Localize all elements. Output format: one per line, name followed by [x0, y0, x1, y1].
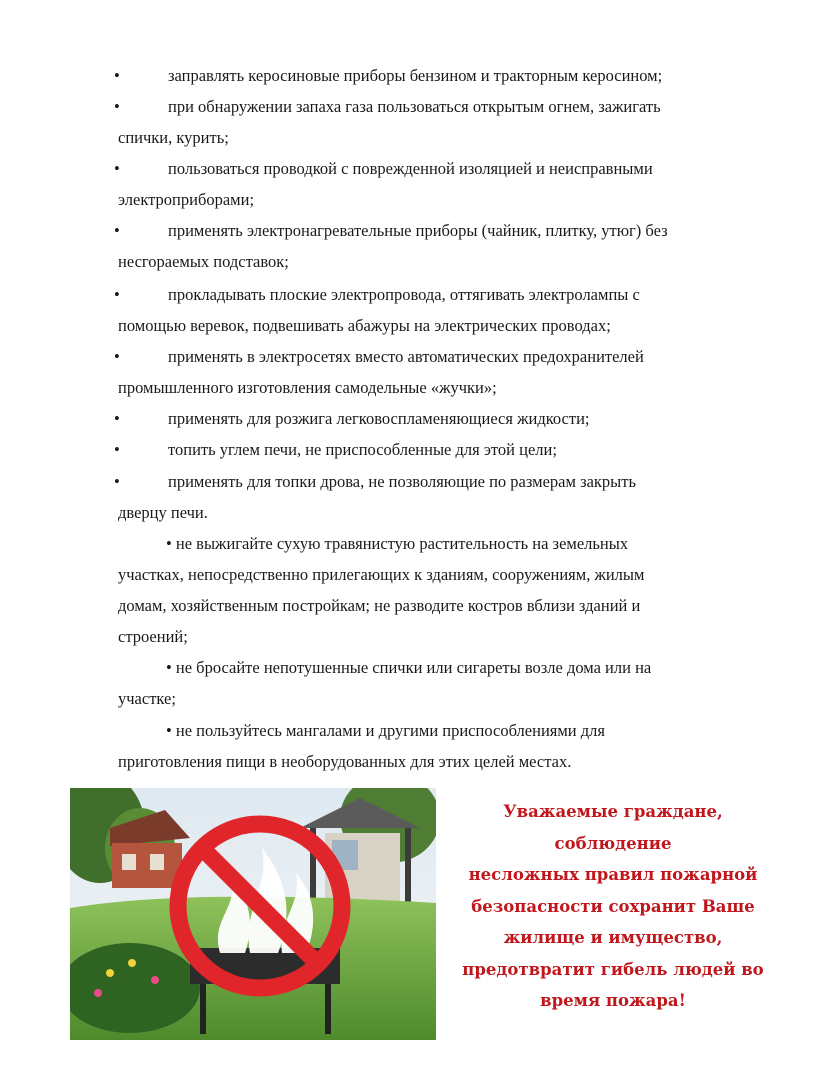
list-item — [114, 466, 770, 528]
list-item — [118, 528, 752, 652]
item-text-cont: участке; — [118, 689, 176, 708]
bullet: • — [114, 347, 120, 366]
notice-line: жилище и имущество, — [503, 928, 723, 947]
list-item — [118, 715, 752, 777]
no-fire-photo — [70, 788, 436, 1040]
bullet: • — [114, 97, 120, 116]
list-item — [114, 434, 770, 465]
list-item — [114, 60, 770, 91]
notice-line: время пожара! — [540, 991, 686, 1010]
item-text-cont: спички, курить; — [118, 128, 229, 147]
item-text: прокладывать плоские электропровода, оттягивать электролампы с — [168, 285, 640, 304]
notice-line: безопасности сохранит Ваше — [471, 896, 755, 916]
notice-line: предотвратит гибель людей во — [462, 959, 764, 979]
no-fire-icon — [70, 788, 436, 1040]
item-text: заправлять керосиновые приборы бензином и тракторным керосином; — [168, 66, 663, 85]
item-text: при обнаружении запаха газа пользоваться открытым огнем, зажигать — [168, 97, 661, 116]
bullet: • — [114, 440, 120, 459]
bullet: • — [114, 159, 120, 178]
item-text-cont: несгораемых подставок; — [118, 252, 289, 271]
list-item — [114, 403, 770, 434]
list-item — [114, 153, 770, 215]
notice-line: несложных правил пожарной — [468, 865, 758, 884]
item-text-cont: электроприборами; — [118, 190, 255, 209]
list-item — [118, 652, 752, 714]
item-text: • не пользуйтесь мангалами и другими приспособлениями для — [166, 721, 605, 740]
item-text-cont: приготовления пищи в необорудованных для этих целей местах. — [118, 752, 572, 771]
bullet: • — [114, 221, 120, 240]
bullet: • — [114, 472, 120, 491]
item-text: применять для топки дрова, не позволяющие по размерам закрыть — [168, 472, 637, 491]
fire-safety-notice — [450, 796, 776, 1017]
list-item — [114, 215, 770, 277]
item-text-cont: помощью веревок, подвешивать абажуры на электрических проводах; — [118, 316, 611, 335]
list-item — [114, 91, 770, 153]
item-text-cont: домам, хозяйственным постройкам; не разводите костров вблизи зданий и — [118, 596, 641, 615]
list-item — [114, 341, 770, 403]
bullet: • — [114, 285, 120, 304]
item-text-cont: участках, непосредственно прилегающих к зданиям, сооружениям, жилым — [118, 565, 645, 584]
item-text-cont: промышленного изготовления самодельные «жучки»; — [118, 378, 497, 397]
item-text: • не выжигайте сухую травянистую растительность на земельных — [166, 534, 629, 553]
item-text-cont: дверцу печи. — [118, 503, 208, 522]
item-text: топить углем печи, не приспособленные для этой цели; — [168, 440, 557, 459]
item-text: • не бросайте непотушенные спички или сигареты возле дома или на — [166, 658, 652, 677]
bullet: • — [114, 409, 120, 428]
bullet: • — [114, 66, 120, 85]
item-text-cont: строений; — [118, 627, 188, 646]
item-text: применять в электросетях вместо автоматических предохранителей — [168, 347, 644, 366]
notice-line: Уважаемые граждане, соблюдение — [503, 802, 723, 853]
item-text: применять для розжига легковоспламеняющиеся жидкости; — [168, 409, 590, 428]
item-text: пользоваться проводкой с поврежденной изоляцией и неисправными — [168, 159, 653, 178]
list-item — [114, 279, 770, 341]
item-text: применять электронагревательные приборы (чайник, плитку, утюг) без — [168, 221, 668, 240]
